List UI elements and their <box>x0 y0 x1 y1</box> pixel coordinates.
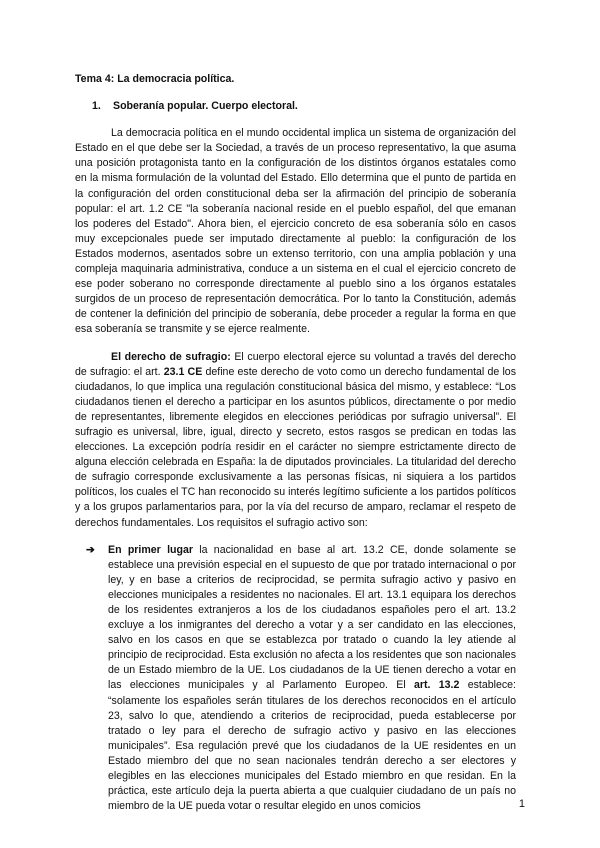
arrow-bullet-icon: ➔ <box>86 543 95 556</box>
bullet-lead: En primer lugar <box>108 543 193 556</box>
bullet-text-a: la nacionalidad en base al art. 13.2 CE, donde solamente se establece una previsión especial en el supuesto de que por tratado internacional o por ley, y en base a criterios de reciprocidad, se permita sufragio activo y pasivo en elecciones municipales a residentes no nacionales. El art. 13.1 equipara los derechos de los residentes extranjeros a los de los ciudadanos españoles pero el art. 13.2 excluye a los inmigrantes del derecho a votar y a ser candidato en las elecciones, salvo en los casos en que se establezca por tratado o cuando la ley atiende al principio de reciprocidad. Esta exclusión no afecta a los residentes que son nacionales de un Estado miembro de la UE. Los ciudadanos de la UE tienen derecho a votar en las elecciones municipales y al Parlamento Europeo. El <box>108 543 516 692</box>
paragraph-suffrage <box>75 350 516 531</box>
list-item <box>86 543 516 815</box>
requirements-list <box>75 543 516 815</box>
bullet-article: art. 13.2 <box>414 679 460 692</box>
section-heading <box>92 99 516 114</box>
section-title: Soberanía popular. Cuerpo electoral. <box>113 100 298 113</box>
paragraph-sovereignty: La democracia política en el mundo occidental implica un sistema de organización del Estado en el que debe ser la Sociedad, a través de un proceso representativo, la que asuma una posición protagonista tanto en la configuración de los distintos órganos estatales como en la misma formulación de la voluntad del Estado. Ello determina que el punto de partida en la configuración del orden constitucional deba ser la afirmación del principio de soberanía popular: el art. 1.2 CE "la soberanía nacional reside en el pueblo español, del que emanan los poderes del Estado". Ahora bien, el ejercicio concreto de esa soberanía sólo en casos muy excepcionales puede ser imputado directamente al pueblo: la configuración de los Estados modernos, asentados sobre un extenso territorio, con una amplia población y una compleja maquinaria administrativa, conduce a un sistema en el cual el ejercicio concreto de ese poder soberano no corresponde directamente al pueblo sino a los órganos estatales surgidos de un proceso de representación democrática. Por lo tanto la Constitución, además de contener la definición del principio de soberanía, debe proceder a regular la forma en que esa soberanía se transmite y se ejerce realmente. <box>75 127 516 336</box>
section-number: 1. <box>92 100 101 113</box>
suffrage-text-b: define este derecho de voto como un derecho fundamental de los ciudadanos, lo que implica una regulación constitucional básica del mismo, y establece: “Los ciudadanos tienen el derecho a participar en los asuntos públicos, directamente o por medio de representantes, libremente elegidos en elecciones periódicas por sufragio universal”. El sufragio es universal, libre, igual, directo y secreto, estos rasgos se predican en todas las elecciones. La excepción podría residir en el carácter no siempre estrictamente directo de alguna elección celebrada en España: la de diputados provinciales. La titularidad del derecho de sufragio corresponde exclusivamente a las personas físicas, ni siquiera a los partidos políticos, los cuales el TC han reconocido su interés legítimo suficiente a los partidos políticos y a los grupos parlamentarios para, por la vía del recurso de amparo, reclamar el respeto de derechos fundamentales. Los requisitos el sufragio activo son: <box>75 365 516 529</box>
suffrage-article: 23.1 CE <box>163 365 203 378</box>
bullet-text-b: establece: “solamente los españoles serán titulares de los derechos reconocidos en el artículo 23, salvo lo que, atendiendo a criterios de reciprocidad, pueda establecerse por tratado o ley para el derecho de sufragio activo y pasivo en las elecciones municipales”. Esa regulación prevé que los ciudadanos de la UE residentes en un Estado miembro del que no sean nacionales tendrán derecho a ser electores y elegibles en las elecciones municipales del Estado miembro en que residan. En la práctica, este artículo deja la puerta abierta a que cualquier ciudadano de un país no miembro de la UE pueda votar o resultar elegido en unos comicios <box>108 679 516 813</box>
suffrage-lead: El derecho de sufragio: <box>111 350 231 363</box>
document-title: Tema 4: La democracia política. <box>75 73 235 85</box>
suffrage-text-a: El cuerpo electoral ejerce su voluntad a través del derecho de sufragio: el art. <box>75 350 516 378</box>
page-number: 1 <box>518 798 525 810</box>
